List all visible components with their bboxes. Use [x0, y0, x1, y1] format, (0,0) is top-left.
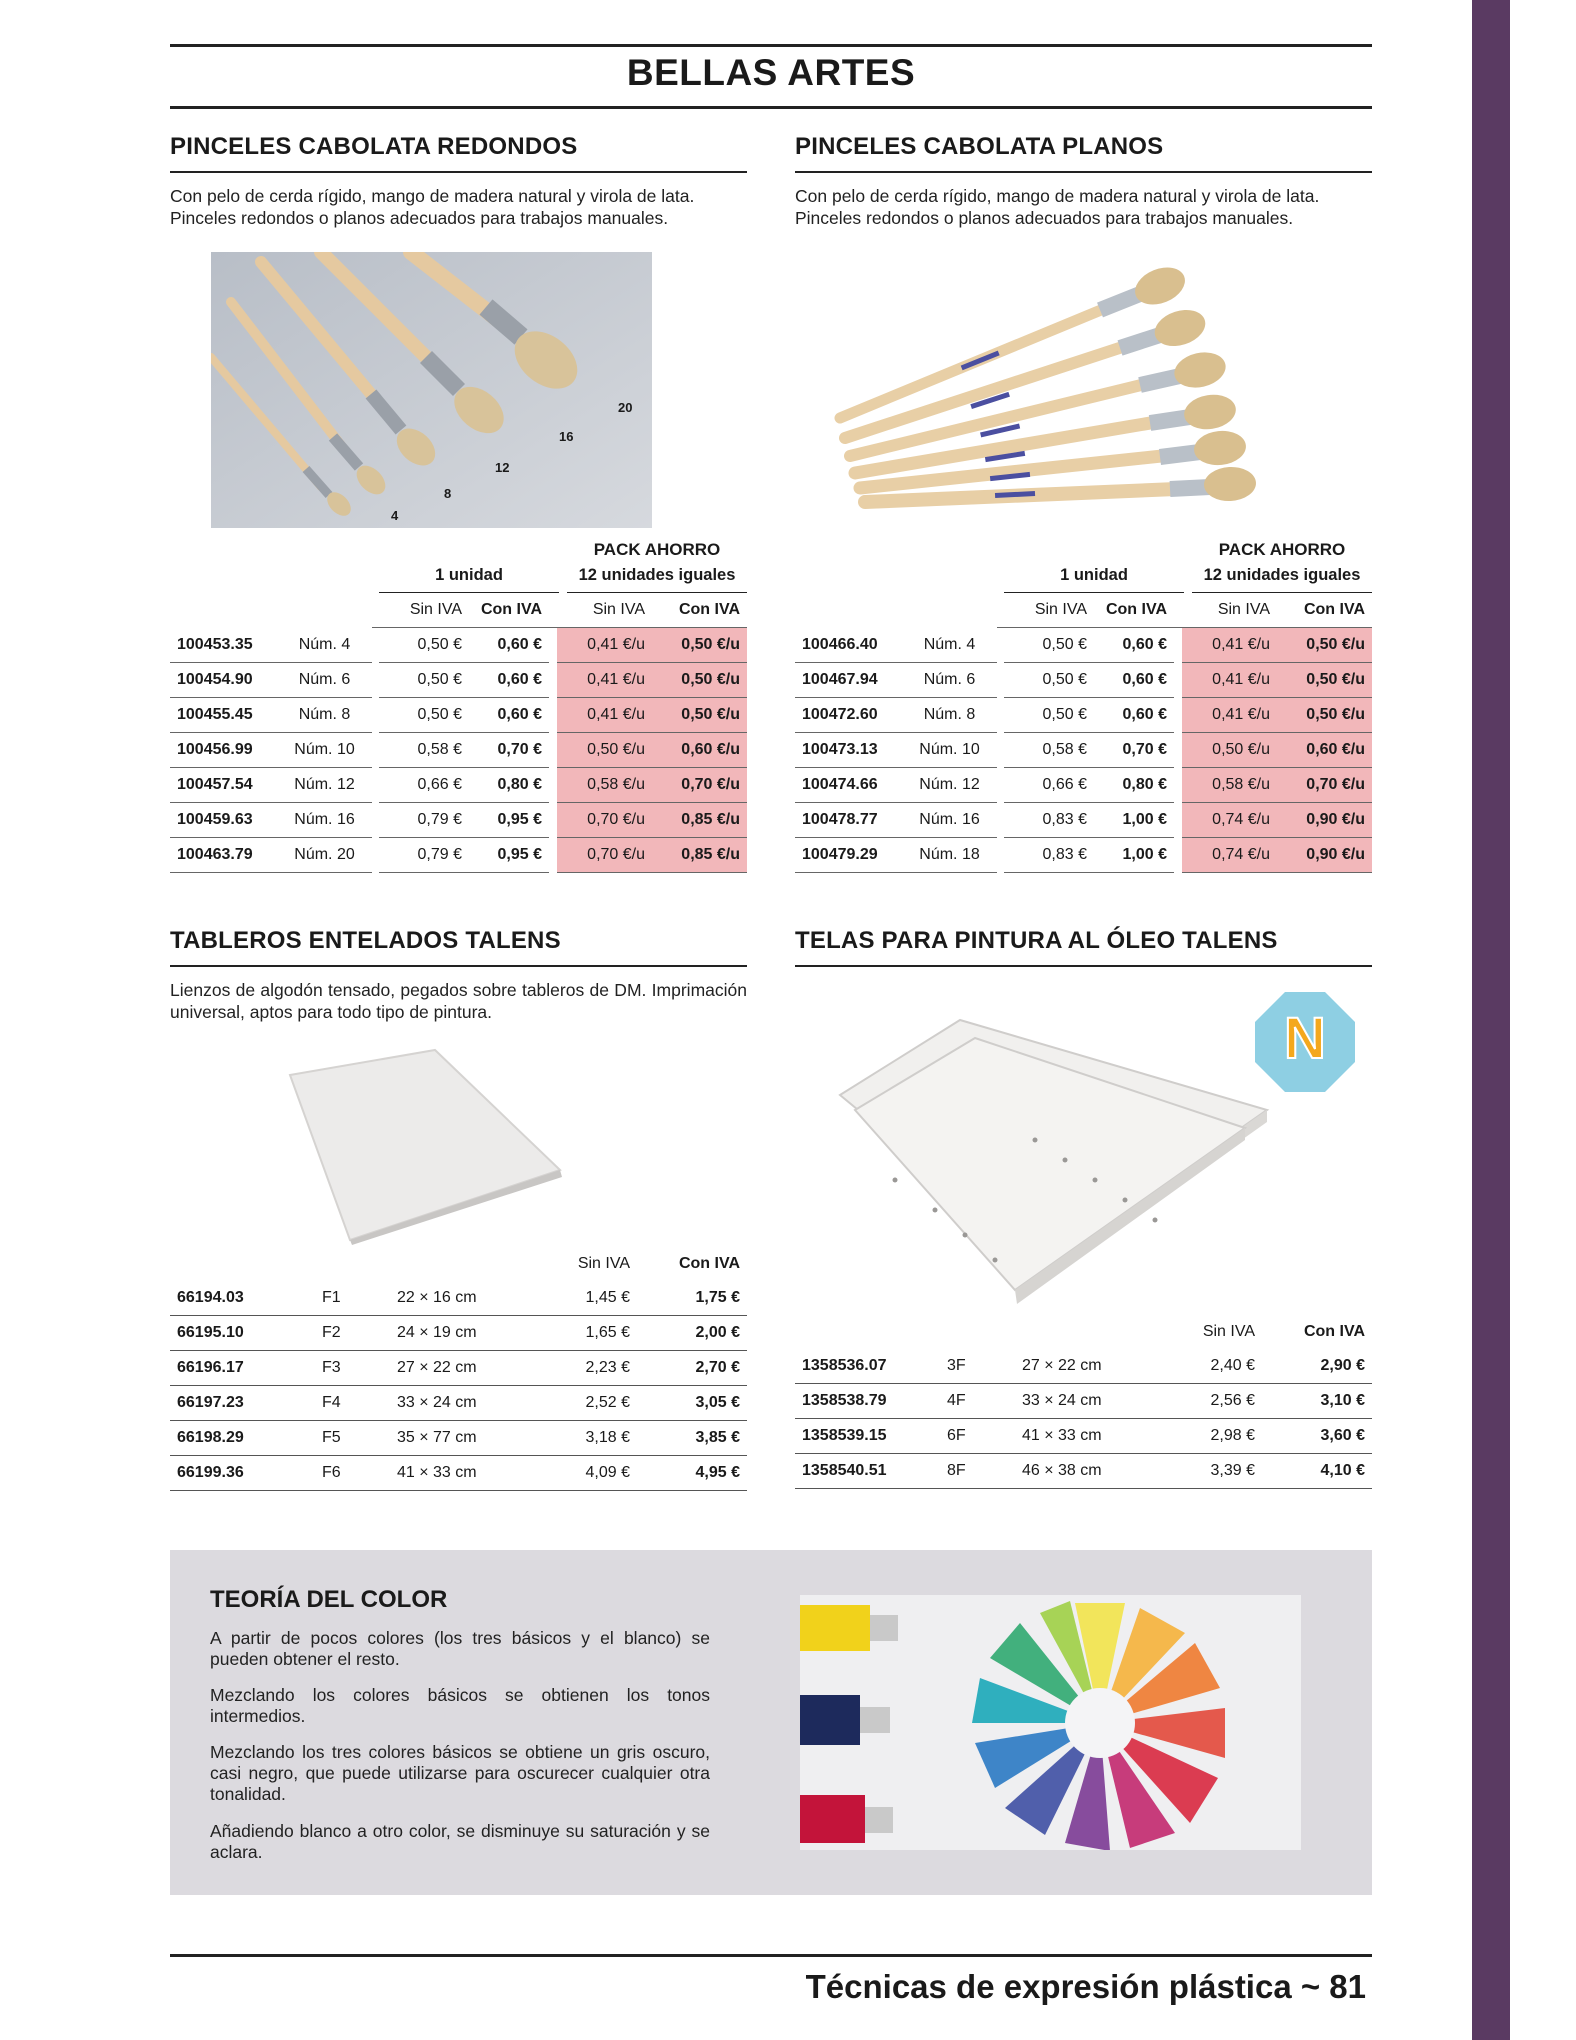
product-code: 100455.45: [170, 698, 277, 733]
col-pack-sin-iva: Sin IVA: [557, 593, 652, 628]
column-gap: [549, 838, 557, 873]
column-gap: [549, 733, 557, 768]
table-row: [170, 768, 747, 803]
product-reference: 4F: [940, 1384, 1015, 1419]
table-row: [795, 768, 1372, 803]
price-sin-iva: 2,23 €: [530, 1351, 637, 1386]
product-dimensions: 24 × 19 cm: [390, 1316, 530, 1351]
column-gap: [372, 803, 379, 838]
pack-price-con-iva: 0,50 €/u: [1277, 663, 1372, 698]
price-sin-iva: 1,65 €: [530, 1316, 637, 1351]
brush-size: Núm. 18: [902, 838, 997, 873]
brush-label-16: 16: [559, 429, 574, 444]
brush-size: Núm. 16: [277, 803, 372, 838]
price-sin-iva: 0,50 €: [379, 698, 469, 733]
product-dimensions: 33 × 24 cm: [1015, 1384, 1155, 1419]
table-row: [170, 1456, 747, 1491]
tableros-title: TABLEROS ENTELADOS TALENS: [170, 927, 561, 954]
price-sin-iva: 3,18 €: [530, 1421, 637, 1456]
table-row: [795, 803, 1372, 838]
pack-price-sin-iva: 0,41 €/u: [1182, 628, 1277, 663]
price-sin-iva: 3,39 €: [1155, 1454, 1262, 1489]
price-con-iva: 2,00 €: [637, 1316, 747, 1351]
brush-label-8: 8: [444, 486, 452, 501]
brush-size: Núm. 4: [902, 628, 997, 663]
color-theory-paragraph-3: Mezclando los tres colores básicos se obtiene un gris oscuro, casi negro, que puede utilizarse para oscurecer cualquier otra tonalidad.: [210, 1742, 710, 1804]
pack-price-sin-iva: 0,58 €/u: [557, 768, 652, 803]
price-sin-iva: 0,50 €: [379, 628, 469, 663]
column-gap: [549, 803, 557, 838]
telas-title: TELAS PARA PINTURA AL ÓLEO TALENS: [795, 927, 1278, 954]
price-con-iva: 0,70 €: [1094, 733, 1174, 768]
pack-price-sin-iva: 0,74 €/u: [1182, 803, 1277, 838]
price-sin-iva: 0,83 €: [1004, 838, 1094, 873]
tableros-price-table: [170, 1247, 747, 1491]
redondos-title-rule: [170, 171, 747, 173]
column-gap: [1174, 663, 1182, 698]
table-row: [170, 1316, 747, 1351]
pack-price-con-iva: 0,50 €/u: [652, 628, 747, 663]
brush-size: Núm. 16: [902, 803, 997, 838]
tableros-column-header-row: [170, 1247, 747, 1281]
column-gap: [549, 698, 557, 733]
product-code: 66195.10: [170, 1316, 315, 1351]
price-con-iva: 0,60 €: [1094, 628, 1174, 663]
column-gap: [1174, 698, 1182, 733]
pack-price-sin-iva: 0,74 €/u: [1182, 838, 1277, 873]
product-code: 1358539.15: [795, 1419, 940, 1454]
tableros-description: Lienzos de algodón tensado, pegados sobre tableros de DM. Imprimación universal, aptos para todo tipo de pintura.: [170, 980, 747, 1022]
stretched-canvases-illustration: [835, 1010, 1275, 1310]
price-con-iva: 0,60 €: [1094, 698, 1174, 733]
price-sin-iva: 0,50 €: [379, 663, 469, 698]
product-dimensions: 33 × 24 cm: [390, 1386, 530, 1421]
price-sin-iva: 0,50 €: [1004, 628, 1094, 663]
column-gap: [1174, 768, 1182, 803]
price-con-iva: 0,95 €: [469, 838, 549, 873]
redondos-title: PINCELES CABOLATA REDONDOS: [170, 133, 578, 160]
column-gap: [372, 733, 379, 768]
pack-price-con-iva: 0,70 €/u: [652, 768, 747, 803]
color-theory-paragraph-2: Mezclando los colores básicos se obtienen los tonos intermedios.: [210, 1685, 710, 1726]
pack-price-sin-iva: 0,50 €/u: [1182, 733, 1277, 768]
price-con-iva: 1,75 €: [637, 1281, 747, 1316]
col-con-iva: Con IVA: [469, 593, 549, 628]
product-dimensions: 27 × 22 cm: [1015, 1349, 1155, 1384]
product-code: 1358538.79: [795, 1384, 940, 1419]
price-sin-iva: 0,66 €: [1004, 768, 1094, 803]
col-sin-iva: Sin IVA: [1202, 1323, 1255, 1340]
canvas-board-illustration: [240, 1035, 580, 1245]
footer-rule: [170, 1954, 1372, 1957]
table-row: [795, 838, 1372, 873]
planos-title: PINCELES CABOLATA PLANOS: [795, 133, 1164, 160]
price-con-iva: 3,85 €: [637, 1421, 747, 1456]
planos-title-rule: [795, 171, 1372, 173]
planos-description: Con pelo de cerda rígido, mango de madera natural y virola de lata. Pinceles redondos o planos adecuados para trabajos manuales.: [795, 186, 1320, 228]
planos-price-table: [795, 593, 1372, 873]
color-theory-box: [170, 1550, 1372, 1895]
redondos-pack-title: PACK AHORRO: [593, 540, 721, 559]
product-dimensions: 27 × 22 cm: [390, 1351, 530, 1386]
product-code: 100473.13: [795, 733, 902, 768]
product-reference: F4: [315, 1386, 390, 1421]
brush-size: Núm. 10: [902, 733, 997, 768]
pack-price-sin-iva: 0,70 €/u: [557, 838, 652, 873]
table-row: [795, 1384, 1372, 1419]
telas-stretched-canvases-photo: [835, 1010, 1275, 1310]
round-brushes-illustration: [211, 252, 652, 528]
price-con-iva: 4,10 €: [1262, 1454, 1372, 1489]
product-code: 100478.77: [795, 803, 902, 838]
header-top-rule: [170, 44, 1372, 47]
redondos-unit-header: 1 unidad: [435, 566, 503, 584]
pack-price-con-iva: 0,70 €/u: [1277, 768, 1372, 803]
column-gap: [1174, 628, 1182, 663]
price-con-iva: 2,70 €: [637, 1351, 747, 1386]
column-gap: [372, 768, 379, 803]
purple-side-band: [1472, 0, 1510, 2040]
column-gap: [549, 663, 557, 698]
column-gap: [997, 733, 1004, 768]
planos-pack-title: PACK AHORRO: [1218, 540, 1346, 559]
price-sin-iva: 2,40 €: [1155, 1349, 1262, 1384]
product-code: 100472.60: [795, 698, 902, 733]
column-gap: [997, 698, 1004, 733]
price-con-iva: 0,60 €: [469, 628, 549, 663]
planos-column-header-row: [795, 593, 1372, 628]
column-gap: [997, 838, 1004, 873]
price-con-iva: 0,80 €: [469, 768, 549, 803]
column-gap: [997, 803, 1004, 838]
table-row: [795, 1454, 1372, 1489]
product-dimensions: 41 × 33 cm: [1015, 1419, 1155, 1454]
price-con-iva: 2,90 €: [1262, 1349, 1372, 1384]
tableros-title-rule: [170, 965, 747, 967]
product-dimensions: 46 × 38 cm: [1015, 1454, 1155, 1489]
brush-size: Núm. 8: [902, 698, 997, 733]
price-con-iva: 4,95 €: [637, 1456, 747, 1491]
price-sin-iva: 0,50 €: [1004, 698, 1094, 733]
header-bottom-rule: [170, 106, 1372, 109]
price-sin-iva: 2,98 €: [1155, 1419, 1262, 1454]
telas-price-table: [795, 1315, 1372, 1489]
price-con-iva: 3,10 €: [1262, 1384, 1372, 1419]
pack-price-con-iva: 0,50 €/u: [1277, 628, 1372, 663]
column-gap: [372, 663, 379, 698]
product-reference: F1: [315, 1281, 390, 1316]
color-wheel-photo: [800, 1595, 1301, 1850]
price-sin-iva: 0,50 €: [1004, 663, 1094, 698]
product-code: 100459.63: [170, 803, 277, 838]
price-con-iva: 3,05 €: [637, 1386, 747, 1421]
col-sin-iva: Sin IVA: [577, 1255, 630, 1272]
redondos-brushes-photo: [211, 252, 652, 528]
column-gap: [1174, 803, 1182, 838]
planos-unit-header: 1 unidad: [1060, 566, 1128, 584]
price-con-iva: 0,60 €: [469, 663, 549, 698]
price-con-iva: 0,80 €: [1094, 768, 1174, 803]
pack-price-con-iva: 0,50 €/u: [652, 698, 747, 733]
product-reference: 3F: [940, 1349, 1015, 1384]
product-code: 66196.17: [170, 1351, 315, 1386]
col-pack-con-iva: Con IVA: [1277, 593, 1372, 628]
tableros-canvas-board-photo: [240, 1035, 580, 1245]
col-con-iva: Con IVA: [1303, 1323, 1365, 1340]
price-con-iva: 1,00 €: [1094, 838, 1174, 873]
planos-pack-subtitle: 12 unidades iguales: [1203, 566, 1361, 584]
product-code: 100474.66: [795, 768, 902, 803]
price-con-iva: 0,95 €: [469, 803, 549, 838]
price-sin-iva: 2,52 €: [530, 1386, 637, 1421]
price-sin-iva: 0,58 €: [379, 733, 469, 768]
table-row: [170, 663, 747, 698]
column-gap: [549, 768, 557, 803]
product-code: 100466.40: [795, 628, 902, 663]
product-code: 100457.54: [170, 768, 277, 803]
product-reference: F5: [315, 1421, 390, 1456]
product-code: 100453.35: [170, 628, 277, 663]
price-con-iva: 0,70 €: [469, 733, 549, 768]
product-reference: 8F: [940, 1454, 1015, 1489]
product-reference: 6F: [940, 1419, 1015, 1454]
product-reference: F2: [315, 1316, 390, 1351]
product-code: 100454.90: [170, 663, 277, 698]
price-sin-iva: 0,79 €: [379, 838, 469, 873]
col-con-iva: Con IVA: [678, 1255, 740, 1272]
brush-label-4: 4: [391, 508, 399, 523]
redondos-pack-subtitle: 12 unidades iguales: [578, 566, 736, 584]
column-gap: [1174, 838, 1182, 873]
pack-price-sin-iva: 0,41 €/u: [557, 663, 652, 698]
table-row: [795, 1349, 1372, 1384]
product-dimensions: 41 × 33 cm: [390, 1456, 530, 1491]
col-sin-iva: Sin IVA: [379, 593, 469, 628]
pack-price-sin-iva: 0,70 €/u: [557, 803, 652, 838]
table-row: [170, 628, 747, 663]
table-row: [795, 628, 1372, 663]
pack-price-sin-iva: 0,41 €/u: [557, 698, 652, 733]
flat-brushes-illustration: [830, 258, 1300, 512]
telas-title-rule: [795, 965, 1372, 967]
price-sin-iva: 0,58 €: [1004, 733, 1094, 768]
pack-price-sin-iva: 0,50 €/u: [557, 733, 652, 768]
pack-price-con-iva: 0,85 €/u: [652, 803, 747, 838]
price-sin-iva: 1,45 €: [530, 1281, 637, 1316]
pack-price-con-iva: 0,85 €/u: [652, 838, 747, 873]
brush-size: Núm. 12: [902, 768, 997, 803]
brush-size: Núm. 8: [277, 698, 372, 733]
product-code: 66199.36: [170, 1456, 315, 1491]
planos-brushes-photo: [830, 258, 1300, 512]
pack-price-con-iva: 0,90 €/u: [1277, 838, 1372, 873]
col-sin-iva: Sin IVA: [1004, 593, 1094, 628]
brush-size: Núm. 10: [277, 733, 372, 768]
pack-price-con-iva: 0,60 €/u: [652, 733, 747, 768]
table-row: [170, 1421, 747, 1456]
price-sin-iva: 0,79 €: [379, 803, 469, 838]
color-theory-title: TEORÍA DEL COLOR: [210, 1586, 448, 1613]
footer-page-title: Técnicas de expresión plástica ~ 81: [805, 1968, 1366, 2005]
table-row: [795, 698, 1372, 733]
column-gap: [997, 628, 1004, 663]
new-badge-letter: N: [1284, 1006, 1326, 1071]
pack-price-sin-iva: 0,58 €/u: [1182, 768, 1277, 803]
redondos-description: Con pelo de cerda rígido, mango de madera natural y virola de lata. Pinceles redondos o planos adecuados para trabajos manuales.: [170, 186, 695, 228]
product-code: 66197.23: [170, 1386, 315, 1421]
price-sin-iva: 2,56 €: [1155, 1384, 1262, 1419]
product-code: 100467.94: [795, 663, 902, 698]
price-con-iva: 1,00 €: [1094, 803, 1174, 838]
price-sin-iva: 0,83 €: [1004, 803, 1094, 838]
brush-label-12: 12: [495, 460, 510, 475]
col-pack-sin-iva: Sin IVA: [1182, 593, 1277, 628]
pack-price-con-iva: 0,50 €/u: [652, 663, 747, 698]
product-code: 100463.79: [170, 838, 277, 873]
column-gap: [372, 628, 379, 663]
product-code: 1358540.51: [795, 1454, 940, 1489]
price-con-iva: 0,60 €: [1094, 663, 1174, 698]
color-wheel-illustration: [800, 1595, 1301, 1850]
pack-price-sin-iva: 0,41 €/u: [557, 628, 652, 663]
price-sin-iva: 0,66 €: [379, 768, 469, 803]
product-code: 66198.29: [170, 1421, 315, 1456]
pack-price-con-iva: 0,60 €/u: [1277, 733, 1372, 768]
product-dimensions: 35 × 77 cm: [390, 1421, 530, 1456]
column-gap: [372, 838, 379, 873]
table-row: [170, 803, 747, 838]
page-title: BELLAS ARTES: [626, 52, 916, 93]
product-dimensions: 22 × 16 cm: [390, 1281, 530, 1316]
color-theory-paragraph-4: Añadiendo blanco a otro color, se disminuye su saturación y se aclara.: [210, 1821, 710, 1862]
price-sin-iva: 4,09 €: [530, 1456, 637, 1491]
table-row: [170, 698, 747, 733]
telas-column-header-row: [795, 1315, 1372, 1349]
column-gap: [997, 663, 1004, 698]
pack-price-sin-iva: 0,41 €/u: [1182, 663, 1277, 698]
product-code: 100456.99: [170, 733, 277, 768]
table-row: [170, 838, 747, 873]
brush-size: Núm. 12: [277, 768, 372, 803]
color-theory-paragraph-1: A partir de pocos colores (los tres básicos y el blanco) se pueden obtener el resto.: [210, 1628, 710, 1669]
table-row: [795, 663, 1372, 698]
brush-size: Núm. 4: [277, 628, 372, 663]
table-row: [795, 1419, 1372, 1454]
pack-price-sin-iva: 0,41 €/u: [1182, 698, 1277, 733]
product-code: 1358536.07: [795, 1349, 940, 1384]
table-row: [170, 1351, 747, 1386]
redondos-price-table: [170, 593, 747, 873]
table-row: [170, 1281, 747, 1316]
product-code: 100479.29: [795, 838, 902, 873]
table-row: [795, 733, 1372, 768]
column-gap: [372, 698, 379, 733]
column-gap: [997, 768, 1004, 803]
table-row: [170, 733, 747, 768]
pack-price-con-iva: 0,50 €/u: [1277, 698, 1372, 733]
table-row: [170, 1386, 747, 1421]
brush-size: Núm. 6: [902, 663, 997, 698]
product-reference: F3: [315, 1351, 390, 1386]
brush-size: Núm. 6: [277, 663, 372, 698]
pack-price-con-iva: 0,90 €/u: [1277, 803, 1372, 838]
price-con-iva: 3,60 €: [1262, 1419, 1372, 1454]
column-gap: [549, 628, 557, 663]
product-reference: F6: [315, 1456, 390, 1491]
col-con-iva: Con IVA: [1094, 593, 1174, 628]
column-gap: [1174, 733, 1182, 768]
price-con-iva: 0,60 €: [469, 698, 549, 733]
col-pack-con-iva: Con IVA: [652, 593, 747, 628]
brush-label-20: 20: [618, 400, 633, 415]
product-code: 66194.03: [170, 1281, 315, 1316]
redondos-column-header-row: [170, 593, 747, 628]
brush-size: Núm. 20: [277, 838, 372, 873]
